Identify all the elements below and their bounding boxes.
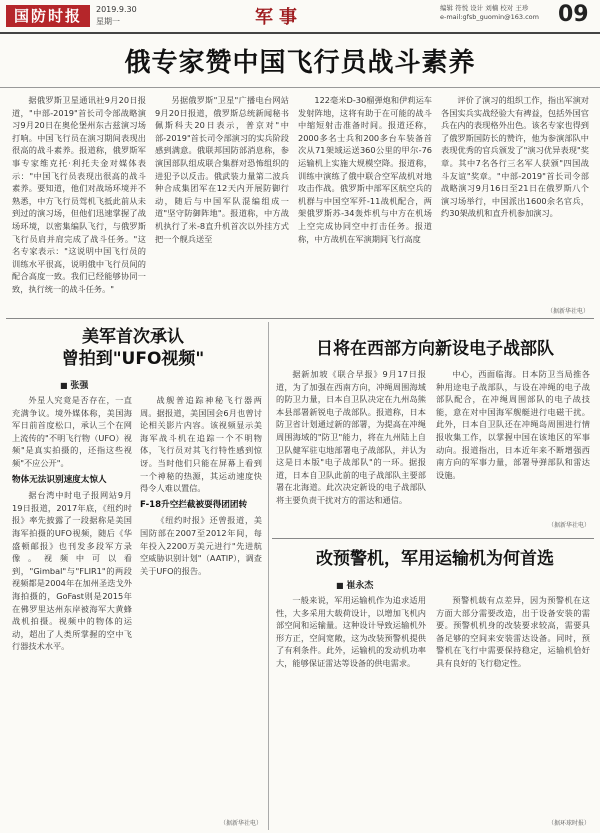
lead-text-2: 另据俄罗斯"卫星"广播电台网站9月20日报道，俄罗斯总统新闻秘书佩斯科夫20日表示，普京对"中部-2019"首长司令部演习的实兵阶段感到满意。俄联邦国防部消息称，参演国部队组成联合集群对恐怖组织的进犯予以反击。俄武装力量第二波兵种合成集团军在12天内开展防御行动，随后与中国军队混编组成一道"坚守防御阵地"。报道称，中方战机执行了米-8直升机首次以外挂方式把一个舰兵送至 [155,95,289,244]
divider [272,538,594,539]
ufo-text-2b: 《纽约时报》还曾报道，美国防部在2007至2012年间，每年投入2200万美元进行"先进航空威胁识别计划"（AATIP），调查关于UFO的报告。 [140,515,262,576]
ufo-text-1: 外星人究竟是否存在，一直充满争议。境外媒体称，美国海军日前首度松口，承认三个在网上流传的"不明飞行物（UFO）视频"是真实拍摄的，还指这些视频"不应公开"。 [12,395,132,468]
ufo-byline: ■ 张强 [60,378,88,391]
divider [268,322,269,830]
page-header [0,0,600,34]
ufo-headline-line2: 曾拍到"UFO视频" [61,349,205,369]
lead-column-3 [298,94,432,314]
warplane-text-2: 预警机载有点差异，因为预警机在这方面大部分需要改造，出于设备安装的需要。预警机机身的改装要求较高，需要具备足够的空间来安装雷达设备。同时，预警机在飞行中需要保持稳定，运输机恰好具有良好的飞行稳定性。 [436,595,590,668]
warplane-text-1: 一般来说，军用运输机作为追求适用性，大多采用大载荷设计，以增加飞机内部空间和运输量。这种设计导致运输机外形方正，空间宽敞，这为改装预警机提供了有利条件。此外，运输机的发动机功率大，能够保证雷达等设备的供电需求。 [276,595,426,668]
ufo-text-1b: 据台湾中时电子报网站9月19日报道，2017年底，《纽约时报》率先披露了一段据称是美国海军拍摄的UFO视频，随后《华盛顿邮报》也刊发多段军方录像。视频中可以看到，"Gimbal"与"FLIR1"的两段视频都是2004年在加州圣迭戈外海拍摄的，GoFast则是2015年在佛罗里达州东岸被海军大黄蜂战机拍摄。视频中的物体的运动，超出了人类所掌握的空中飞行器技术水平。 [12,490,132,652]
warplane-column-1 [276,594,426,826]
lead-credit: （据新华社电） [546,308,589,315]
newspaper-logo: 国防时报 [6,5,90,27]
issue-weekday: 星期一 [96,17,120,26]
ufo-subhead-2: F-18升空拦截被耍得团团转 [140,499,248,510]
warplane-byline: ■ 崔永杰 [336,578,373,591]
lead-text-3: 122毫米D-30榴弹炮和伊莉运车发射阵地，这将有助于在可能的战斗中缩短射击准备时间。报道还称，2000多名士兵和200多台车装备首次从71架域运送360公里的甲尔-76运输机上实施大规模空降。报道称，训练中演练了俄中联合空军战机对地攻击作战。俄罗斯中部军区航空兵的机群与中国空军歼-11战机配合，两架俄罗斯苏-34轰炸机与中方在机场上空完成协同空中打击任务。报道称，中方战机在军演期间飞行高度 [298,95,432,244]
issue-date-block [96,4,137,28]
ufo-subhead-1: 物体无法识别速度太惊人 [12,474,107,485]
japan-column-2 [436,368,590,518]
issue-date: 2019.9.30 [96,5,137,14]
japan-text-1: 据新加坡《联合早报》9月17日报道，为了加强在西南方向，冲绳周围海域的防卫力量，日本自卫队决定在九州岛熊本县部署新锐电子战部队。报道称，日本防卫省计划通过新的部署，为提高在冲绳周围海域的"防卫"能力，将在九州陆上自卫队健军驻屯地部署电子战部队，并认为这是日本版"电子战部队"的一环。据报道，日本自卫队此前的电子战部队主要部署在北海道。此次决定新设的电子战部队将主要负责干扰对方的雷达和通信。 [276,369,426,505]
warplane-credit: （据环球时报） [547,820,590,827]
japan-credit: （据新华社电） [547,522,590,529]
lead-headline: 俄专家赞中国飞行员战斗素养 [124,48,476,78]
japan-text-2: 中心，西面临海。日本防卫当局推各种用途电子战部队，与设在冲绳的电子战部队配合，在冲绳周围部队的电子战技能，意在对中国海军舰艇进行电磁干扰。此外，日本自卫队还在冲绳岛周围进行情报收集工作，以掌握中国在该地区的军事动向。报道指出，日本近年来不断增强西南方向的军事力量，部署导弹部队和雷达设施。 [436,369,590,480]
ufo-headline-line1: 美军首次承认 [82,327,184,347]
japan-column-1 [276,368,426,534]
warplane-headline: 改预警机，军用运输机为何首选 [316,549,554,569]
staff-credits [440,4,550,22]
warplane-column-2 [436,594,590,816]
japan-headline: 日将在西部方向新设电子战部队 [316,339,554,359]
staff-names: 编辑 符悦 设计 刘楠 校对 王珍 [440,4,529,12]
lead-text-4: 评价了演习的组织工作，指出军演对各国实兵实战经验大有裨益，包括外国官兵在内的表现格外出色。该名专家也得到了俄罗斯国防长的赞许，他为参演部队中表现优秀的官兵颁发了"演习优异表现"奖章。其中7名各行三名军人获颁"四国战斗友谊"奖章。"中部-2019"首长司令部战略演习9月16日至21日在俄罗斯八个演习场举行，中国派出1600余名官兵，约30架战机和直升机参加演习。 [441,95,589,219]
ufo-headline [8,326,258,370]
lead-column-2 [155,94,289,314]
ufo-text-2: 战舰普追踪神秘飞行器两周。据报道，美国国会6月也曾讨论相关影片内容。该视频显示美海军战斗机在追踪一个不明物体，飞行员对其飞行特性感到惊讶。当时他们只能在屏幕上看到一个神秘的热源，其运动速度快得令人难以置信。 [140,395,262,494]
divider [6,318,594,319]
lead-column-4 [441,94,589,304]
ufo-column-1 [12,394,132,826]
ufo-credit: （据新华社电） [219,820,262,827]
contact-email: e-mail:gfsb_guomin@163.com [440,13,539,21]
lead-column-1 [12,94,146,314]
section-title: 军事 [255,7,303,28]
page-number: 09 [558,2,589,27]
lead-text-1: 据俄罗斯卫星通讯社9月20日报道，"中部-2019"首长司令部战略演习9月20日在奥伦堡州东古兹演习场打响。中国飞行员在演习期间表现出很高的战斗素养。报道称，俄罗斯军事专家维克托·利托夫金对媒体表示："中国飞行员表现出很高的战斗素养。要知道，他们对战场环境并不熟悉，中方飞行员驾机飞抵此前从未到过的演习场，但他们迅速掌握了战场环境，以密集编队飞行，与俄罗斯飞行员肩并肩完成了战斗任务。"这名专家表示："这说明中国飞行员的训练水平很高，说明俄中飞行员间的配合高度一致。我们已经能够协同一致，执行统一的战斗任务。" [12,95,146,294]
ufo-column-2 [140,394,262,819]
